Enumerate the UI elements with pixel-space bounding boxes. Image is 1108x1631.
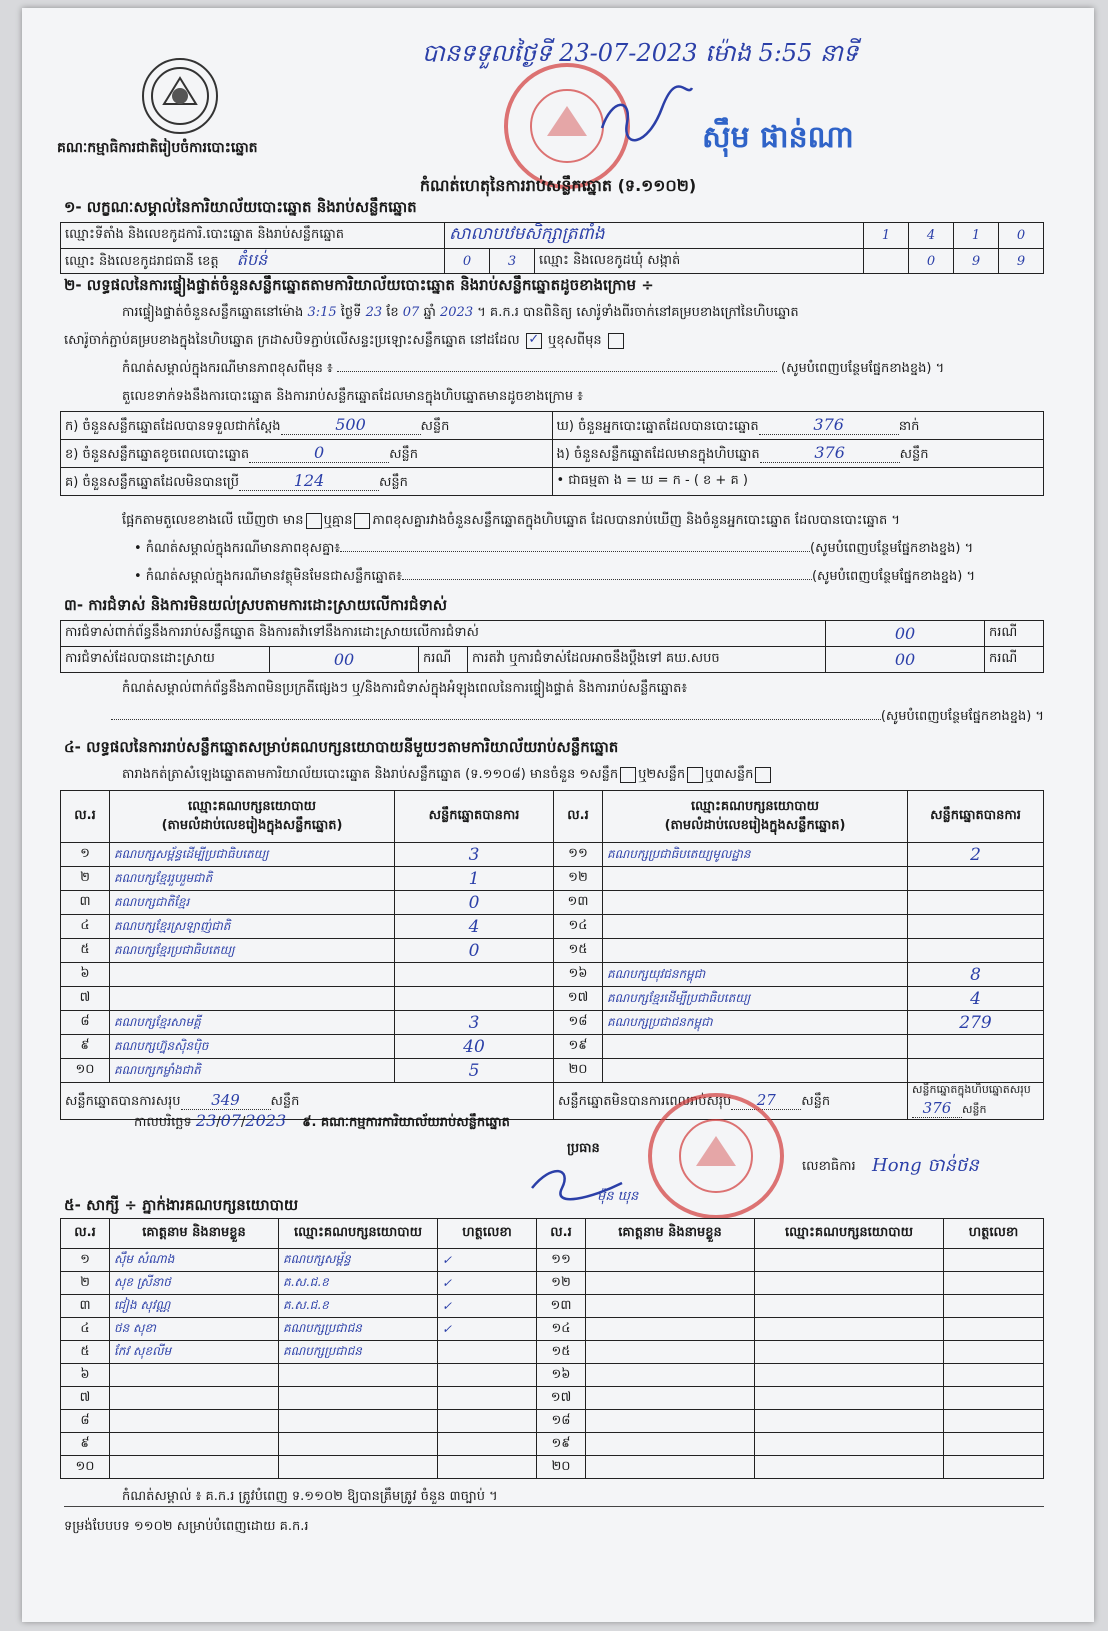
irregularity-note-line2: (សូមបំពេញបន្ថែមផ្នែកខាងខ្នង) ។ (64, 704, 1044, 730)
chair-name: ម៉ុន ឃុន (597, 1189, 639, 1204)
official-stamp-bottom (648, 1093, 784, 1219)
party-name: គណបក្សខ្មែររួបរួមជាតិ (110, 867, 395, 891)
total-in-box: សន្លឹកឆ្នោតក្នុងហិបឆ្នោតសរុប376 សន្លឹក (908, 1083, 1044, 1120)
discrepancy-note: • កំណត់សម្គាល់ក្នុងករណីមានភាពខុសគ្នា៖ (សូមបំពេញបន្ថែមផ្នែកខាងខ្នង) ។ (134, 541, 974, 556)
party-name: គណបក្សខ្មែរប្រជាធិបតេយ្យ (110, 939, 395, 963)
party-number: ១៤ (554, 915, 603, 939)
party-row (61, 939, 1044, 963)
chair-label: ប្រធាន (567, 1141, 600, 1156)
witness-party (279, 1456, 438, 1479)
received-note: បានទទួលថ្ងៃទី 23-07-2023 ម៉ោង 5:55 នាទី (422, 39, 859, 67)
witness-party: គ.ស.ជ.ខ (279, 1295, 438, 1318)
appeal-label: ការតវ៉ា ឬការជំទាស់ដែលអាចនឹងប្តឹងទៅ គឃ.សបច (468, 647, 826, 673)
party-number: ១៣ (554, 891, 603, 915)
site-code-2: 4 (909, 223, 954, 249)
party-row (61, 987, 1044, 1011)
witness-n: ៦ (61, 1364, 110, 1387)
changed-checkbox[interactable] (608, 333, 624, 349)
commune-code-2: 9 (954, 249, 999, 274)
province-code-1: 0 (445, 249, 490, 274)
party-votes: 3 (395, 1011, 554, 1035)
party-votes: 4 (395, 915, 554, 939)
witness-name: ថន សុខា (110, 1318, 279, 1341)
witness-n: ៣ (61, 1295, 110, 1318)
witness-sign (438, 1364, 537, 1387)
party-number: ១៧ (554, 987, 603, 1011)
witness-party: គ.ស.ជ.ខ (279, 1272, 438, 1295)
party-name (603, 867, 908, 891)
party-votes (395, 963, 554, 987)
one-sheet-checkbox[interactable] (620, 767, 636, 783)
commune-code-1: 0 (909, 249, 954, 274)
province-code-2: 3 (490, 249, 535, 274)
witness-name: សុខ ស្រីនាថ (110, 1272, 279, 1295)
party-row (61, 843, 1044, 867)
witness-name: ស៊ឹម សំណាង (110, 1249, 279, 1272)
site-value: សាលាបឋមសិក្សាត្រពាំង (445, 223, 864, 249)
party-votes: 279 (908, 1011, 1044, 1035)
two-sheet-checkbox[interactable] (687, 767, 703, 783)
count-formula: • ជាធម្មតា ង = ឃ = ក - ( ខ + គ ) (552, 468, 1044, 496)
party-votes: 40 (395, 1035, 554, 1059)
section-5-title: ៥- សាក្សី ÷ ភ្នាក់ងារគណបក្សនយោបាយ (64, 1196, 299, 1214)
witness-sign: ✓ (438, 1249, 537, 1272)
witness-sign: ✓ (438, 1318, 537, 1341)
witness-table: ល.រ គោត្តនាម និងនាមខ្លួន ឈ្មោះគណបក្សនយោបាយ ហត្ថលេខា ល.រ គោត្តនាម និងនាមខ្លួន ឈ្មោះគណបក្សនយោបាយ ហត្ថលេខា ១ ស៊ឹម សំណាង គណបក្សសម្ព័ន្ធ ✓ ១១ ២ សុខ ស្រីនាថ គ.ស.ជ.ខ ✓ ១២ ៣ ជៀង សុវណ្ណ គ.ស.ជ.ខ ✓ ១៣ ៤ ថន សុខា គណបក្សប្រជាជន ✓ ១៤ ៥ កែវ សុខលីម គណបក្សប្រជាជន ១៥ ៦ ១៦ ៧ ១៧ ៨ ១៨ ៩ ១៩ ១០ ២០ (60, 1218, 1044, 1479)
party-name (110, 987, 395, 1011)
check-day: 23 (365, 305, 383, 320)
party-row (61, 1011, 1044, 1035)
party-votes: 1 (395, 867, 554, 891)
party-name: គណបក្សកម្លាំងជាតិ (110, 1059, 395, 1083)
count-row-a: ក) ចំនួនសន្លឹកឆ្នោតដែលបានទទួលជាក់ស្តែង 500 សន្លឹក (61, 412, 553, 440)
witness-row (61, 1433, 1044, 1456)
site-code-4: 0 (999, 223, 1044, 249)
witness-n: ១២ (537, 1272, 586, 1295)
ballot-count-form (22, 8, 1094, 1622)
witness-sign (438, 1387, 537, 1410)
objection-label: ការជំទាស់ពាក់ព័ន្ធនឹងការរាប់សន្លឹកឆ្នោត និងការតវ៉ាទៅនឹងការដោះស្រាយលើការជំទាស់ (61, 621, 826, 647)
total-invalid: សន្លឹកឆ្នោតមិនបានការពេលរាប់សរុប 27 សន្លឹក (554, 1083, 908, 1120)
section-2-note: កំណត់សម្គាល់ក្នុងករណីមានភាពខុសពីមុន ៖ (សូមបំពេញបន្ថែមផ្នែកខាងខ្នង) ។ (122, 361, 945, 376)
witness-n: ១៨ (537, 1410, 586, 1433)
witness-n: ១៤ (537, 1318, 586, 1341)
receiver-signature (592, 78, 702, 158)
witness-name (110, 1410, 279, 1433)
committee-name: គណៈកម្មាធិការជាតិរៀបចំការបោះឆ្នោត (57, 140, 258, 156)
total-valid: សន្លឹកឆ្នោតបានការសរុប 349 សន្លឹក (61, 1083, 554, 1120)
party-name: គណបក្សជាតិខ្មែរ (110, 891, 395, 915)
section-2-title: ២- លទ្ធផលនៃការផ្ទៀងផ្ទាត់ចំនួនសន្លឹកឆ្នោតតាមការិយាល័យបោះឆ្នោត និងរាប់សន្លឹកឆ្នោតដូចខាងក្រោម ÷ (64, 276, 654, 294)
form-footer: ទម្រង់បែបបទ ១១០២ សម្រាប់បំពេញដោយ គ.ក.រ (64, 1519, 309, 1534)
party-row (61, 867, 1044, 891)
signing-date: កាលបរិច្ឆេទ 23/07/2023 ៩. គណៈកម្មការការិយាល័យរាប់សន្លឹកឆ្នោត (134, 1111, 510, 1130)
witness-n: ៧ (61, 1387, 110, 1410)
resolved-label: ការជំទាស់ដែលបានដោះស្រាយ (61, 647, 270, 673)
party-number: ២ (61, 867, 110, 891)
witness-row (61, 1318, 1044, 1341)
party-number: ៨ (61, 1011, 110, 1035)
section-2-intro: តួលេខទាក់ទងនឹងការបោះឆ្នោត និងការរាប់សន្លឹកឆ្នោតដែលមានក្នុងហិបឆ្នោតមានដូចខាងក្រោម ៖ (122, 389, 583, 404)
party-name: គណបក្សយុវជនកម្ពុជា (603, 963, 908, 987)
check-month: 07 (402, 305, 420, 320)
party-votes: 0 (395, 939, 554, 963)
party-number: ១៦ (554, 963, 603, 987)
witness-party: គណបក្សសម្ព័ន្ធ (279, 1249, 438, 1272)
party-number: ៣ (61, 891, 110, 915)
witness-sign (438, 1410, 537, 1433)
witness-sign (438, 1433, 537, 1456)
witness-name (110, 1456, 279, 1479)
section-5-note: កំណត់សម្គាល់ ៖ គ.ក.រ ត្រូវបំពេញ ទ.១១០២ ឱ្យបានត្រឹមត្រូវ ចំនួន ៣ច្បាប់ ។ (122, 1489, 498, 1504)
party-number: ៧ (61, 987, 110, 1011)
province-value: តំបន់ (236, 250, 268, 269)
site-code-1: 1 (864, 223, 909, 249)
counts-table (60, 411, 1044, 496)
party-votes: 8 (908, 963, 1044, 987)
party-number: ១៥ (554, 939, 603, 963)
count-row-d: ឃ) ចំនួនអ្នកបោះឆ្នោតដែលបានបោះឆ្នោត 376 នាក់ (552, 412, 1044, 440)
receiver-name: ស៊ឹម ផាន់ណា (702, 120, 854, 155)
party-row (61, 891, 1044, 915)
witness-n: ១៩ (537, 1433, 586, 1456)
party-name: គណបក្សហ្វ៊ុនស៊ិនប៉ិច (110, 1035, 395, 1059)
party-votes (908, 1035, 1044, 1059)
party-votes: 0 (395, 891, 554, 915)
section-4-title: ៤- លទ្ធផលនៃការរាប់សន្លឹកឆ្នោតសម្រាប់គណបក្សនយោបាយនីមួយៗតាមការិយាល័យរាប់សន្លឹកឆ្នោត (64, 738, 619, 756)
count-row-c: គ) ចំនួនសន្លឹកឆ្នោតដែលមិនបានប្រើ 124 សន្លឹក (61, 468, 553, 496)
party-number: ៦ (61, 963, 110, 987)
commune-label: ឈ្មោះ និងលេខកូដឃុំ សង្កាត់ (535, 249, 864, 274)
witness-party: គណបក្សប្រជាជន (279, 1341, 438, 1364)
party-number: ២០ (554, 1059, 603, 1083)
witness-n: ១១ (537, 1249, 586, 1272)
irregularity-note: កំណត់សម្គាល់ពាក់ព័ន្ធនឹងភាពមិនប្រក្រតីផ្សេងៗ ឬ/និងការជំទាស់ក្នុងអំឡុងពេលនៃការផ្ទៀងផ្ទាត់ និងការរាប់សន្លឹកឆ្នោត៖ (122, 681, 688, 696)
party-name: គណបក្សប្រជាជនកម្ពុជា (603, 1011, 908, 1035)
objections-table: ការជំទាស់ពាក់ព័ន្ធនឹងការរាប់សន្លឹកឆ្នោត និងការតវ៉ាទៅនឹងការដោះស្រាយលើការជំទាស់ 00 ករណី ការជំទាស់ដែលបានដោះស្រាយ 00 ករណី ការតវ៉ា ឬការជំទាស់ដែលអាចនឹងប្តឹងទៅ គឃ.សបច 00 ករណី (60, 620, 1044, 673)
witness-n: ១០ (61, 1456, 110, 1479)
party-name (603, 1059, 908, 1083)
site-label: ឈ្មោះទីតាំង និងលេខកូដការិ.បោះឆ្នោត និងរាប់សន្លឹកឆ្នោត (61, 223, 445, 249)
party-name (110, 963, 395, 987)
resolved-value: 00 (270, 647, 419, 673)
site-code-3: 1 (954, 223, 999, 249)
no-discrepancy-checkbox[interactable] (354, 513, 370, 529)
witness-n: ២០ (537, 1456, 586, 1479)
party-number: ៩ (61, 1035, 110, 1059)
witness-n: ១៧ (537, 1387, 586, 1410)
witness-n: ២ (61, 1272, 110, 1295)
witness-name (110, 1387, 279, 1410)
witness-party: គណបក្សប្រជាជន (279, 1318, 438, 1341)
discrepancy-line: ផ្អែកតាមតួលេខខាងលើ ឃើញថា មាន ឬគ្មាន ភាពខុសគ្នារវាងចំនួនសន្លឹកឆ្នោតក្នុងហិបឆ្នោត ដែលបានរាប់ឃើញ និងចំនួនអ្នកបោះឆ្នោត ដែលបានបោះឆ្នោត ។ (122, 513, 900, 528)
witness-n: ១៦ (537, 1364, 586, 1387)
party-votes (908, 915, 1044, 939)
check-time: 3:15 (307, 305, 337, 320)
witness-name: កែវ សុខលីម (110, 1341, 279, 1364)
party-row (61, 1059, 1044, 1083)
section-4-intro: តារាងកត់ត្រាសំឡេងឆ្នោតតាមការិយាល័យបោះឆ្នោត និងរាប់សន្លឹកឆ្នោត (ទ.១១០៨) មានចំនួន ១សន្លឹក ឬ២សន្លឹក ឬ៣សន្លឹក (122, 762, 1042, 788)
section-2-line2: សោរ៉ូចាក់ភ្ជាប់គម្របខាងក្នុងនៃហិបឆ្នោត ក្រដាសបិទភ្ជាប់លើសន្ទះប្រឡោះសន្លឹកឆ្នោត នៅដដែល ✓ ឬខុសពីមុន (64, 328, 1044, 354)
witness-row (61, 1387, 1044, 1410)
party-row (61, 1035, 1044, 1059)
witness-n: ៩ (61, 1433, 110, 1456)
document-title: កំណត់ហេតុនៃការរាប់សន្លឹកឆ្នោត (ទ.១១០២) (419, 176, 697, 195)
party-votes (395, 987, 554, 1011)
witness-name (110, 1433, 279, 1456)
witness-n: ១ (61, 1249, 110, 1272)
nec-emblem-icon (142, 58, 218, 134)
party-number: ១ (61, 843, 110, 867)
witness-row (61, 1410, 1044, 1433)
witness-name (110, 1364, 279, 1387)
witness-n: ៨ (61, 1410, 110, 1433)
party-votes (908, 867, 1044, 891)
witness-sign: ✓ (438, 1272, 537, 1295)
party-name (603, 891, 908, 915)
section-3-title: ៣- ការជំទាស់ និងការមិនយល់ស្របតាមការដោះស្រាយលើការជំទាស់ (64, 596, 448, 614)
party-name: គណបក្សប្រជាធិបតេយ្យមូលដ្ឋាន (603, 843, 908, 867)
party-votes: 5 (395, 1059, 554, 1083)
party-name (603, 939, 908, 963)
witness-name: ជៀង សុវណ្ណ (110, 1295, 279, 1318)
witness-n: ៤ (61, 1318, 110, 1341)
commune-code-3: 9 (999, 249, 1044, 274)
party-votes (908, 891, 1044, 915)
has-discrepancy-checkbox[interactable] (306, 513, 322, 529)
party-row (61, 915, 1044, 939)
witness-party (279, 1410, 438, 1433)
party-number: ១០ (61, 1059, 110, 1083)
witness-sign: ✓ (438, 1295, 537, 1318)
party-number: ៥ (61, 939, 110, 963)
witness-n: ១៣ (537, 1295, 586, 1318)
witness-row (61, 1272, 1044, 1295)
party-name: គណបក្សខ្មែរដើម្បីប្រជាធិបតេយ្យ (603, 987, 908, 1011)
foreign-object-note: • កំណត់សម្គាល់ក្នុងករណីមានវត្ថុមិនមែនជាសន្លឹកឆ្នោត៖ (សូមបំពេញបន្ថែមផ្នែកខាងខ្នង) ។ (134, 569, 976, 584)
count-row-e: ង) ចំនួនសន្លឹកឆ្នោតដែលមានក្នុងហិបឆ្នោត 376 សន្លឹក (552, 440, 1044, 468)
witness-sign (438, 1456, 537, 1479)
party-name: គណបក្សខ្មែរសាមគ្គី (110, 1011, 395, 1035)
secretary-name: Hong ចាន់ថន (872, 1155, 979, 1176)
witness-sign (438, 1341, 537, 1364)
section-1-title: ១- លក្ខណៈសម្គាល់នៃការិយាល័យបោះឆ្នោត និងរាប់សន្លឹកឆ្នោត (64, 198, 417, 216)
witness-n: ៥ (61, 1341, 110, 1364)
party-votes (908, 939, 1044, 963)
province-label: ឈ្មោះ និងលេខកូដរាជធានី ខេត្ត (65, 254, 219, 269)
party-name (603, 1035, 908, 1059)
section-2-line1: ការផ្ទៀងផ្ទាត់ចំនួនសន្លឹកឆ្នោតនៅម៉ោង 3:15 ថ្ងៃទី 23 ខែ 07 ឆ្នាំ 2023 ។ គ.ក.រ បានពិនិត្យ សោរ៉ូទាំងពីរចាក់នៅគម្របខាងក្រៅនៃហិបឆ្នោត (122, 305, 799, 320)
witness-row (61, 1364, 1044, 1387)
secretary-label: លេខាធិការ (802, 1159, 856, 1174)
party-number: ១៩ (554, 1035, 603, 1059)
party-name: គណបក្សសម្ព័ន្ធដើម្បីប្រជាធិបតេយ្យ (110, 843, 395, 867)
appeal-value: 00 (826, 647, 985, 673)
witness-party (279, 1387, 438, 1410)
witness-row (61, 1249, 1044, 1272)
party-number: ១៨ (554, 1011, 603, 1035)
party-number: ៤ (61, 915, 110, 939)
party-votes: 3 (395, 843, 554, 867)
party-votes: 4 (908, 987, 1044, 1011)
count-row-b: ខ) ចំនួនសន្លឹកឆ្នោតខូចពេលបោះឆ្នោត 0 សន្លឹក (61, 440, 553, 468)
party-name (603, 915, 908, 939)
same-checkbox[interactable]: ✓ (526, 333, 542, 349)
witness-row (61, 1341, 1044, 1364)
witness-n: ១៥ (537, 1341, 586, 1364)
party-votes (908, 1059, 1044, 1083)
check-year: 2023 (440, 305, 474, 320)
section-1-table (60, 222, 1044, 274)
party-number: ១២ (554, 867, 603, 891)
party-votes: 2 (908, 843, 1044, 867)
witness-party (279, 1433, 438, 1456)
party-number: ១១ (554, 843, 603, 867)
party-row (61, 963, 1044, 987)
witness-party (279, 1364, 438, 1387)
witness-row (61, 1456, 1044, 1479)
three-sheet-checkbox[interactable] (755, 767, 771, 783)
objection-value: 00 (826, 621, 985, 647)
party-results-table: ល.រ ឈ្មោះគណបក្សនយោបាយ (តាមលំដាប់លេខរៀងក្នុងសន្លឹកឆ្នោត) សន្លឹកឆ្នោតបានការ ល.រ ឈ្មោះគណបក្សនយោបាយ (តាមលំដាប់លេខរៀងក្នុងសន្លឹកឆ្នោត) សន្លឹកឆ្នោតបានការ ១ គណបក្សសម្ព័ន្ធដើម្បីប្រជាធិបតេយ្យ 3 ១១ គណបក្សប្រជាធិបតេយ្យមូលដ្ឋាន 2 ២ គណបក្សខ្មែររួបរួមជាតិ 1 ១២ ៣ គណបក្សជាតិខ្មែរ 0 ១៣ ៤ គណបក្សខ្មែរស្រឡាញ់ជាតិ 4 ១៤ ៥ គណបក្សខ្មែរប្រជាធិបតេយ្យ 0 ១៥ ៦ ១៦ គណបក្សយុវជនកម្ពុជា 8 ៧ ១៧ គណបក្សខ្មែរដើម្បីប្រជាធិបតេយ្យ 4 ៨ គណបក្សខ្មែរសាមគ្គី 3 ១៨ គណបក្សប្រជាជនកម្ពុជា 279 ៩ គណបក្សហ្វ៊ុនស៊ិនប៉ិច 40 ១៩ ១០ គណបក្សកម្លាំងជាតិ 5 ២០ សន្លឹកឆ្នោតបានការសរុប 349 សន្លឹក សន្លឹកឆ្នោតមិនបានការពេលរាប់សរុប 27 សន្លឹក សន្លឹកឆ្នោតក្នុងហិបឆ្នោតសរុប376 សន្លឹក (60, 790, 1044, 1120)
party-name: គណបក្សខ្មែរស្រឡាញ់ជាតិ (110, 915, 395, 939)
witness-row (61, 1295, 1044, 1318)
